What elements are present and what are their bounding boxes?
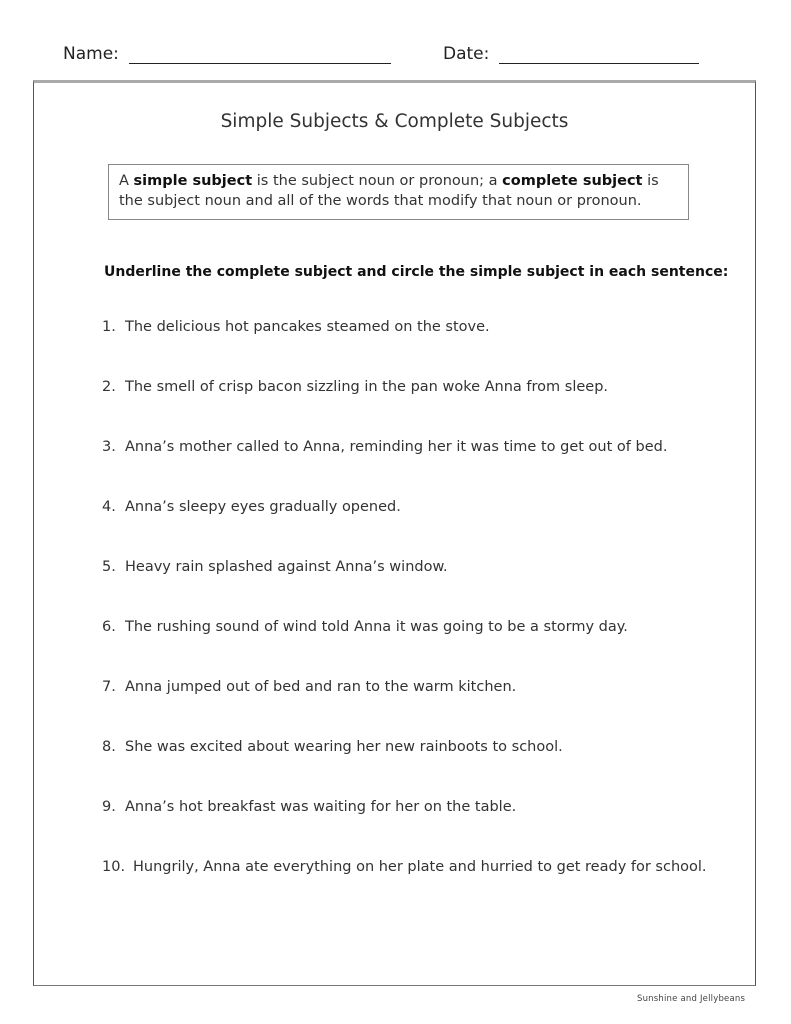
date-field: [443, 44, 699, 64]
definition-term-complete-subject: complete subject: [502, 173, 643, 189]
name-label: Name:: [63, 44, 119, 64]
sentence-item: [102, 619, 742, 679]
definition-text-2: is the subject noun or pronoun; a: [252, 173, 503, 189]
student-info-header: [63, 44, 723, 72]
sentence-item: [102, 559, 742, 619]
sentence-text: The delicious hot pancakes steamed on the stove.: [125, 319, 490, 335]
name-blank-line[interactable]: [129, 45, 391, 64]
date-label: Date:: [443, 44, 490, 64]
instructions: Underline the complete subject and circle the simple subject in each sentence:: [104, 264, 729, 280]
sentence-number: 4.: [102, 499, 116, 515]
sentence-number: 9.: [102, 799, 116, 815]
sentence-item: [102, 679, 742, 739]
worksheet-title: Simple Subjects & Complete Subjects: [220, 111, 569, 132]
date-blank-line[interactable]: [499, 45, 699, 64]
credit-footer: Sunshine and Jellybeans: [637, 994, 746, 1004]
sentence-item: [102, 379, 742, 439]
sentence-number: 2.: [102, 379, 116, 395]
sentence-text: Anna’s mother called to Anna, reminding her it was time to get out of bed.: [125, 439, 668, 455]
definition-text-3: is the subject noun and all of the words that modify that noun or pronoun.: [119, 173, 659, 209]
sentence-number: 3.: [102, 439, 116, 455]
sentence-item: [102, 499, 742, 559]
sentence-item: [102, 799, 742, 859]
sentence-text: Hungrily, Anna ate everything on her plate and hurried to get ready for school.: [133, 859, 707, 875]
definition-term-simple-subject: simple subject: [133, 173, 253, 189]
sentence-text: Anna jumped out of bed and ran to the warm kitchen.: [125, 679, 517, 695]
sentence-list: [102, 319, 742, 919]
sentence-number: 5.: [102, 559, 116, 575]
sentence-number: 7.: [102, 679, 116, 695]
sentence-text: She was excited about wearing her new rainboots to school.: [125, 739, 563, 755]
worksheet-frame: [33, 80, 756, 986]
sentence-number: 6.: [102, 619, 116, 635]
sentence-text: The rushing sound of wind told Anna it was going to be a stormy day.: [125, 619, 628, 635]
sentence-item: [102, 859, 742, 919]
sentence-item: [102, 739, 742, 799]
sentence-text: Anna’s sleepy eyes gradually opened.: [125, 499, 401, 515]
sentence-text: Anna’s hot breakfast was waiting for her on the table.: [125, 799, 517, 815]
sentence-number: 8.: [102, 739, 116, 755]
sentence-item: [102, 319, 742, 379]
name-field: [63, 44, 391, 64]
sentence-number: 1.: [102, 319, 116, 335]
definition-box: [108, 164, 689, 220]
sentence-item: [102, 439, 742, 499]
sentence-text: The smell of crisp bacon sizzling in the pan woke Anna from sleep.: [125, 379, 609, 395]
definition-text-1: A: [119, 173, 134, 189]
sentence-text: Heavy rain splashed against Anna’s window.: [125, 559, 448, 575]
sentence-number: 10.: [102, 859, 126, 875]
